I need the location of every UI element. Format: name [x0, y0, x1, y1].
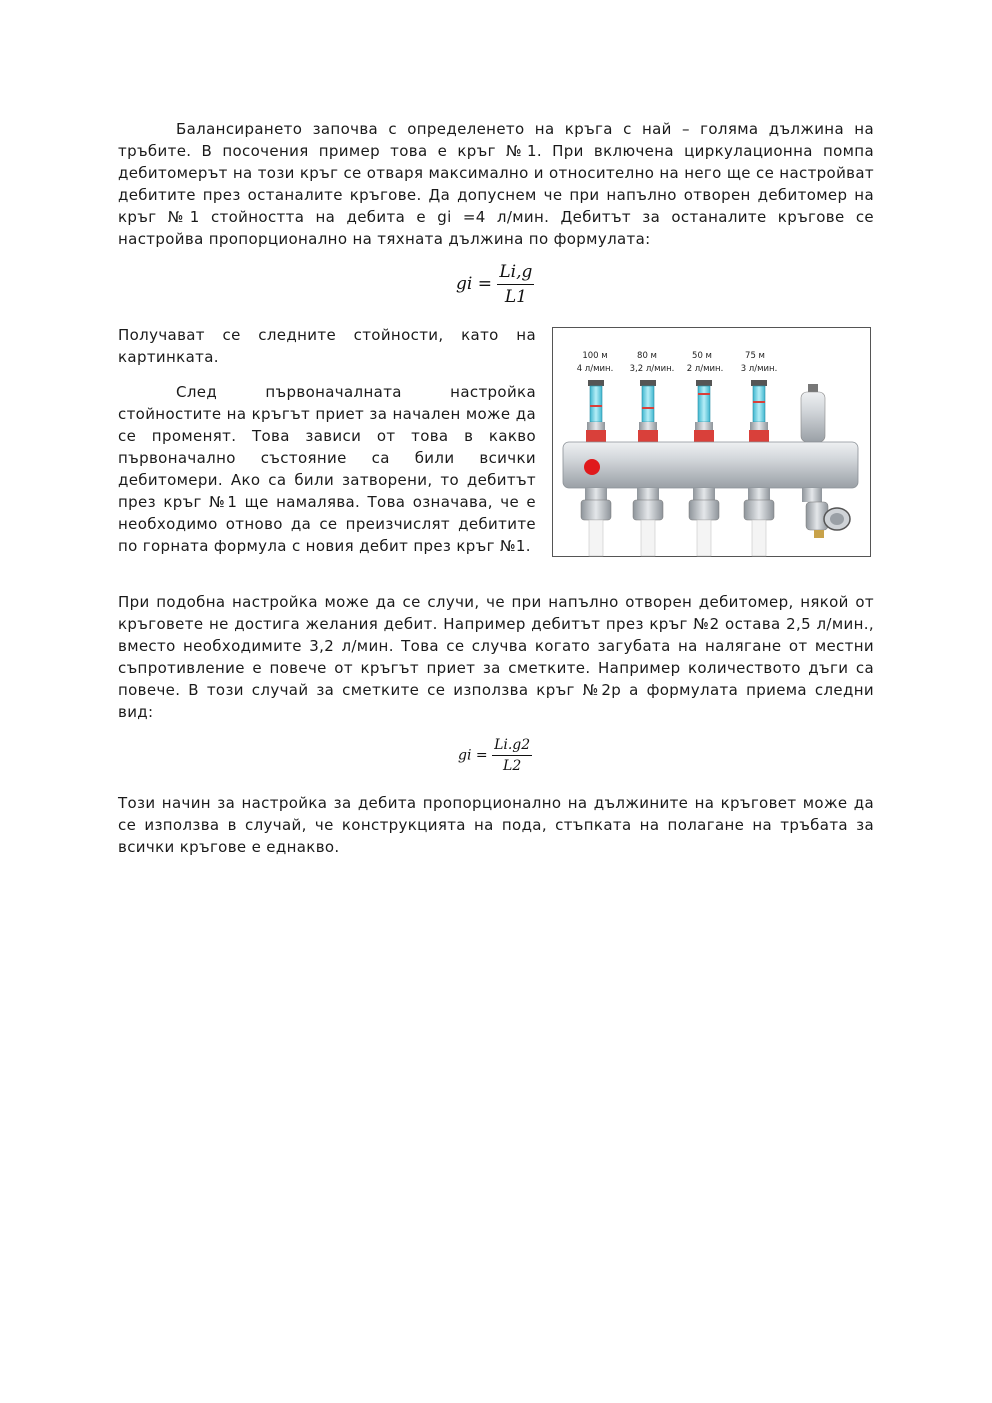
label-length-1: 100 м	[582, 351, 608, 361]
formula-1-denominator: L1	[504, 287, 527, 307]
label-length-2: 80 м	[637, 351, 657, 361]
formula-1	[456, 262, 534, 307]
formula-1-numerator: Li,g	[497, 262, 534, 285]
formula-2-lhs: gi =	[458, 747, 488, 764]
paragraph-adjustment: След първоначалната настройка стойностите на кръгът приет за начален може да се променят. Това зависи от това в какво първоначално състояние са били всички дебитомери. Ако са били затворени, то дебитът през кръг №1 ще намалява. Това означава, че е необходимо отново да се преизчислят дебитите по горната формула с новия дебит през кръг №1.	[118, 383, 536, 555]
label-length-3: 50 м	[692, 351, 712, 361]
label-flow-4: 3 л/мин.	[740, 364, 778, 374]
paragraph-conclusion: Този начин за настройка за дебита пропорционално на дължините на кръговет може да се използва в случай, че конструкцията на пода, стъпката на полагане на тръбата за всички кръгове е еднакво.	[118, 794, 874, 856]
paragraph-values: Получават се следните стойности, като на картинката.	[118, 326, 536, 366]
formula-2-numerator: Li.g2	[492, 737, 532, 756]
formula-1-lhs: gi =	[456, 274, 492, 294]
air-vent	[801, 384, 825, 442]
label-flow-3: 2 л/мин.	[686, 364, 724, 374]
manifold-figure	[552, 327, 871, 557]
paragraph-intro: Балансирането започва с определенето на кръга с най – голяма дължина на тръбите. В посочения пример това е кръг №1. При включена циркулационна помпа дебитомерът на този кръг се отваря максимално и относително на него ще се настройват дебитите през останалите кръгове. Да допуснем че при напълно отворен дебитомер на кръг №1 стойността на дебита е gi =4 л/мин. Дебитът за останалите кръгове се настройва пропорционално на тяхната дължина по формулата:	[118, 120, 874, 248]
label-flow-1: 4 л/мин.	[576, 364, 614, 374]
manifold-illustration	[552, 327, 871, 557]
red-indicator	[584, 459, 600, 475]
label-flow-2: 3,2 л/мин.	[629, 364, 675, 374]
manifold-bar	[563, 442, 858, 488]
formula-1-fraction	[497, 262, 534, 307]
formula-2-denominator: L2	[503, 758, 522, 774]
formula-2	[458, 737, 532, 774]
label-length-4: 75 м	[745, 351, 765, 361]
formula-2-fraction	[492, 737, 532, 774]
paragraph-insufficient-flow: При подобна настройка може да се случи, че при напълно отворен дебитомер, някой от кръговете не достига желания дебит. Например дебитът през кръг №2 остава 2,5 л/мин., вместо необходимите 3,2 л/мин. Това се случва когато загубата на налягане от местни съпротивление е повече от кръгът приет за сметките. Например количеството дъги са повече. В този случай за сметките се използва кръг №2р а формулата приема следни вид:	[118, 593, 874, 721]
